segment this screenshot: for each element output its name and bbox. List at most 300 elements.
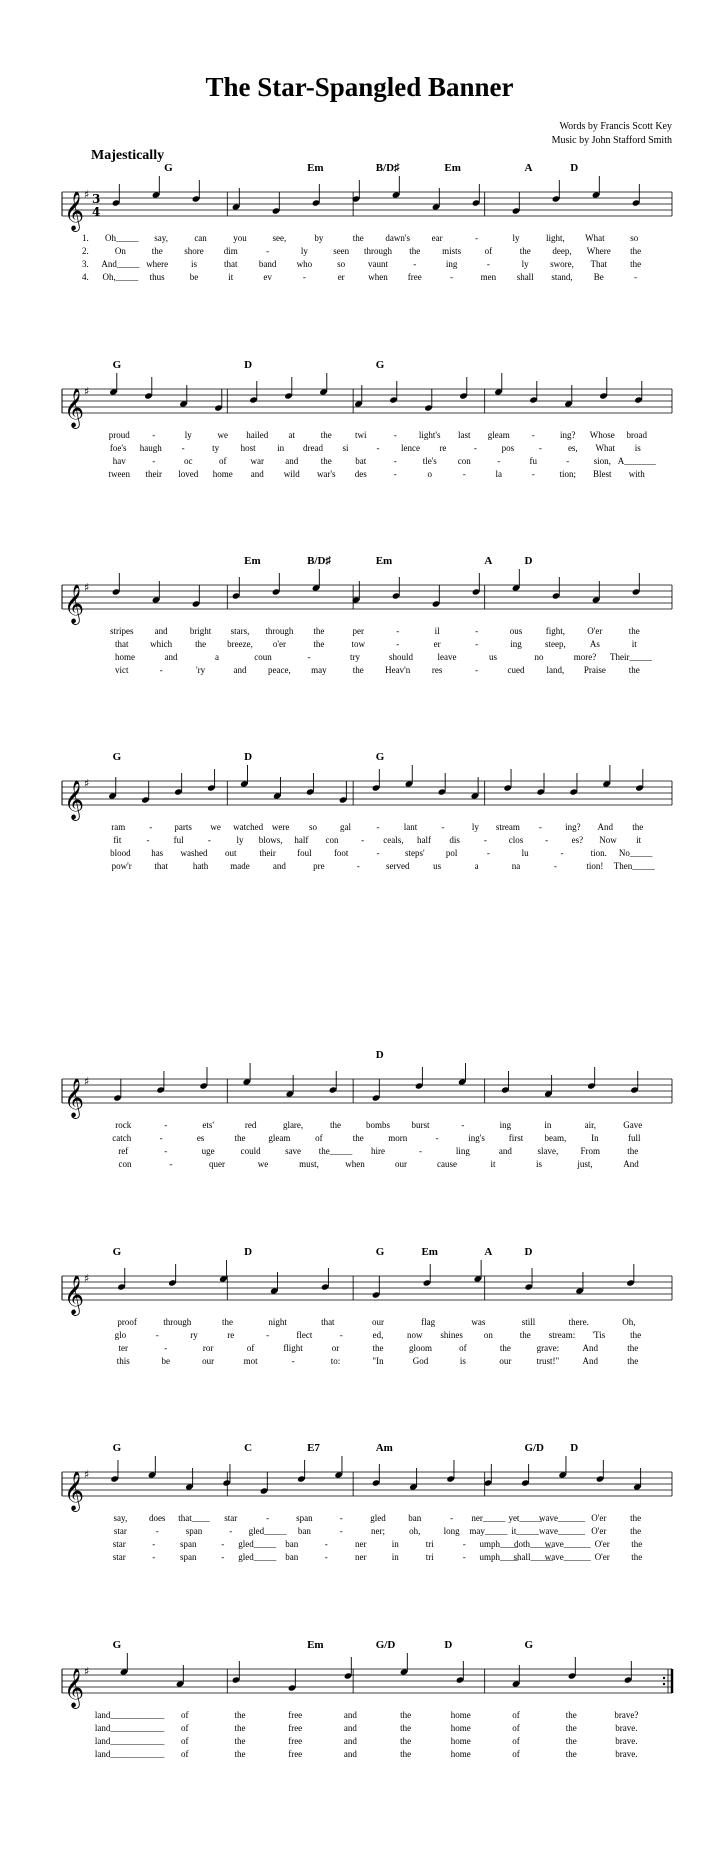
- lyric-syllable: ban: [285, 1539, 299, 1549]
- lyric-syllable: lu: [521, 848, 529, 858]
- lyric-syllable: is: [459, 1356, 466, 1366]
- lyric-syllable: dread: [303, 443, 324, 453]
- lyric-syllable: the_____: [318, 1146, 353, 1156]
- lyric-syllable: Oh,_____: [102, 272, 139, 282]
- lyric-syllable: when: [368, 272, 388, 282]
- chord-symbol: Em: [307, 162, 324, 174]
- lyric-syllable: the: [519, 246, 531, 256]
- lyric-syllable: of: [246, 1343, 255, 1353]
- lyric-syllable: the: [234, 1133, 246, 1143]
- lyric-syllable: and: [498, 1146, 512, 1156]
- lyric-syllable: gal: [340, 822, 352, 832]
- lyric-syllable: light,: [546, 233, 565, 243]
- lyric-syllable: tri: [425, 1552, 434, 1562]
- lyric-syllable: brave.: [615, 1723, 638, 1733]
- lyric-syllable: ling: [455, 1146, 470, 1156]
- lyric-syllable: free: [288, 1723, 303, 1733]
- lyric-syllable: that: [114, 639, 129, 649]
- lyric-syllable: this: [116, 1356, 130, 1366]
- lyric-syllable: their: [259, 848, 276, 858]
- chord-symbol: G: [375, 359, 385, 371]
- key-signature-sharp-icon: ♯: [84, 1075, 90, 1088]
- lyric-syllable: -: [361, 835, 365, 845]
- music-system: [0, 1442, 719, 1596]
- lyric-syllable: -: [149, 822, 153, 832]
- lyric-syllable: the: [313, 626, 325, 636]
- lyric-syllable: by: [314, 233, 324, 243]
- lyric-syllable: dawn's: [385, 233, 411, 243]
- chord-symbol: Em: [375, 555, 393, 567]
- lyric-syllable: er: [337, 272, 345, 282]
- music-system: [0, 555, 719, 709]
- treble-clef-icon: 𝄞: [64, 191, 85, 231]
- lyric-syllable: -: [376, 822, 380, 832]
- chord-symbol: G: [112, 1246, 122, 1258]
- lyric-syllable: home: [450, 1736, 471, 1746]
- lyric-syllable: -: [356, 861, 360, 871]
- chord-symbol: A: [484, 1246, 493, 1258]
- lyric-syllable: gled_____: [248, 1526, 287, 1536]
- lyric-syllable: say,: [113, 1513, 128, 1523]
- lyric-syllable: wave______: [544, 1539, 591, 1549]
- lyric-syllable: A_______: [617, 456, 656, 466]
- lyric-syllable: tion;: [559, 469, 577, 479]
- lyric-syllable: and: [233, 665, 247, 675]
- lyric-syllable: us: [433, 861, 442, 871]
- lyric-syllable: the: [628, 665, 640, 675]
- lyric-syllable: re: [439, 443, 447, 453]
- lyric-syllable: In: [591, 1133, 599, 1143]
- lyric-syllable: cued: [507, 665, 525, 675]
- lyric-syllable: -: [475, 639, 479, 649]
- chord-symbol: D: [524, 1246, 533, 1258]
- lyric-syllable: From: [580, 1146, 601, 1156]
- chord-symbol: D: [244, 1246, 253, 1258]
- lyric-syllable: steps': [404, 848, 425, 858]
- lyric-syllable: it: [636, 835, 642, 845]
- lyric-syllable: blows,: [258, 835, 283, 845]
- lyric-syllable: through: [364, 246, 392, 256]
- lyric-syllable: ter: [118, 1343, 128, 1353]
- lyric-syllable: fu: [529, 456, 537, 466]
- lyric-syllable: first: [508, 1133, 524, 1143]
- lyric-syllable: -: [545, 835, 549, 845]
- lyric-syllable: Now: [599, 835, 617, 845]
- lyric-syllable: shines: [440, 1330, 463, 1340]
- lyric-syllable: -: [376, 848, 380, 858]
- lyric-syllable: so: [337, 259, 346, 269]
- lyric-syllable: Whose: [589, 430, 615, 440]
- lyric-syllable: -: [393, 456, 397, 466]
- lyric-syllable: -: [538, 443, 542, 453]
- lyric-syllable: stars,: [230, 626, 250, 636]
- lyric-syllable: the: [372, 1343, 384, 1353]
- lyric-syllable: lence: [400, 443, 420, 453]
- music-system: [0, 1246, 719, 1400]
- lyric-syllable: -: [324, 1552, 328, 1562]
- lyric-syllable: just,: [577, 1159, 593, 1169]
- key-signature-sharp-icon: ♯: [84, 581, 90, 594]
- lyric-syllable: grave:: [536, 1343, 560, 1353]
- lyric-syllable: -: [339, 1513, 343, 1523]
- lyric-syllable: la: [495, 469, 502, 479]
- lyric-syllable: ous: [509, 626, 523, 636]
- lyric-syllable: shore: [184, 246, 204, 256]
- lyric-syllable: seen: [333, 246, 350, 256]
- lyric-syllable: -: [396, 626, 400, 636]
- lyric-syllable: must,: [299, 1159, 319, 1169]
- lyric-syllable: -: [475, 626, 479, 636]
- lyric-syllable: in: [544, 1120, 552, 1130]
- lyric-syllable: in: [391, 1539, 399, 1549]
- lyric-syllable: -: [475, 233, 479, 243]
- lyric-syllable: -: [483, 835, 487, 845]
- lyric-syllable: band: [258, 259, 277, 269]
- lyric-syllable: the: [352, 1133, 364, 1143]
- lyric-syllable: of: [512, 1710, 520, 1720]
- lyric-syllable: and: [154, 626, 168, 636]
- lyric-syllable: -: [531, 469, 535, 479]
- lyric-syllable: and: [272, 861, 286, 871]
- lyric-syllable: when: [345, 1159, 365, 1169]
- lyric-syllable: steep,: [545, 639, 566, 649]
- lyric-syllable: coun: [254, 652, 272, 662]
- verse-number: 4.: [82, 272, 89, 282]
- lyric-syllable: ner: [355, 1539, 367, 1549]
- lyric-syllable: gloom: [408, 1343, 432, 1353]
- lyric-syllable: And: [623, 1159, 639, 1169]
- lyric-syllable: the: [565, 1710, 577, 1720]
- lyric-syllable: men: [480, 272, 497, 282]
- lyric-syllable: long: [443, 1526, 460, 1536]
- lyric-syllable: at: [288, 430, 295, 440]
- lyric-syllable: span: [185, 1526, 203, 1536]
- lyric-syllable: night: [268, 1317, 287, 1327]
- lyric-syllable: -: [413, 259, 417, 269]
- lyric-syllable: -: [221, 1552, 225, 1562]
- chord-symbol: E7: [307, 1442, 320, 1454]
- lyric-syllable: -: [634, 272, 638, 282]
- lyric-syllable: cause: [437, 1159, 457, 1169]
- lyric-syllable: Then_____: [613, 861, 655, 871]
- lyric-syllable: we: [210, 822, 221, 832]
- lyric-syllable: gled_____: [238, 1539, 277, 1549]
- lyric-syllable: O'er: [591, 1513, 607, 1523]
- lyric-syllable: star: [112, 1552, 126, 1562]
- lyric-syllable: fit: [113, 835, 122, 845]
- lyric-syllable: -: [566, 456, 570, 466]
- lyric-syllable: hath: [192, 861, 209, 871]
- lyric-syllable: the: [630, 1526, 642, 1536]
- lyric-syllable: home: [450, 1749, 471, 1759]
- lyric-syllable: And: [582, 1356, 599, 1366]
- lyric-syllable: be: [161, 1356, 170, 1366]
- lyric-syllable: -: [229, 1526, 233, 1536]
- lyric-syllable: -: [339, 1526, 343, 1536]
- lyric-syllable: re: [227, 1330, 235, 1340]
- lyric-syllable: of: [181, 1710, 189, 1720]
- lyric-syllable: sion,: [593, 456, 611, 466]
- lyric-syllable: and: [164, 652, 178, 662]
- lyric-syllable: -: [307, 652, 311, 662]
- lyric-syllable: ing?: [560, 430, 576, 440]
- lyric-syllable: that: [154, 861, 168, 871]
- lyric-syllable: stream: [495, 822, 520, 832]
- lyric-syllable: of: [512, 1736, 520, 1746]
- lyric-syllable: rock: [115, 1120, 132, 1130]
- chord-symbol: A: [524, 162, 533, 174]
- lyric-syllable: catch: [112, 1133, 132, 1143]
- lyric-syllable: free: [288, 1710, 303, 1720]
- lyric-syllable: -: [221, 1539, 225, 1549]
- lyric-syllable: foot: [333, 848, 349, 858]
- lyric-syllable: of: [459, 1343, 467, 1353]
- lyric-syllable: the: [565, 1736, 577, 1746]
- verse-number: 1.: [82, 233, 89, 243]
- lyric-syllable: No_____: [618, 848, 653, 858]
- lyric-syllable: -: [159, 665, 163, 675]
- lyric-syllable: the: [400, 1710, 412, 1720]
- lyric-syllable: brave.: [615, 1736, 638, 1746]
- lyric-syllable: the: [630, 1330, 642, 1340]
- lyric-syllable: ing: [510, 639, 522, 649]
- lyric-syllable: O'er: [591, 1526, 607, 1536]
- staff: [0, 363, 719, 428]
- chord-symbol: Em: [421, 1246, 438, 1258]
- lyric-syllable: foul: [297, 848, 312, 858]
- lyric-syllable: no: [534, 652, 544, 662]
- lyric-syllable: clos: [508, 835, 524, 845]
- lyric-syllable: -: [486, 259, 490, 269]
- lyric-syllable: vaunt: [368, 259, 388, 269]
- lyric-syllable: that: [224, 259, 238, 269]
- lyric-syllable: may_____: [469, 1526, 508, 1536]
- lyric-syllable: ner: [355, 1552, 367, 1562]
- lyric-syllable: span: [296, 1513, 313, 1523]
- lyric-syllable: star: [224, 1513, 238, 1523]
- lyric-syllable: er: [433, 639, 441, 649]
- lyric-syllable: our: [395, 1159, 407, 1169]
- lyric-syllable: mot: [243, 1356, 258, 1366]
- lyric-syllable: star: [112, 1539, 126, 1549]
- lyric-syllable: proof: [117, 1317, 137, 1327]
- tempo-marking: Majestically: [91, 148, 165, 163]
- lyric-syllable: tri: [425, 1539, 434, 1549]
- lyric-syllable: loved: [178, 469, 199, 479]
- lyric-syllable: ly: [300, 246, 308, 256]
- lyric-syllable: -: [266, 246, 270, 256]
- lyric-syllable: con: [118, 1159, 132, 1169]
- lyric-syllable: still: [521, 1317, 536, 1327]
- lyric-syllable: tion.: [590, 848, 607, 858]
- chord-symbol: A: [484, 555, 493, 567]
- repeat-dot: [663, 1683, 665, 1685]
- lyric-syllable: flight: [283, 1343, 303, 1353]
- lyric-syllable: wave______: [544, 1552, 591, 1562]
- lyric-syllable: -: [266, 1330, 270, 1340]
- lyric-syllable: ly: [471, 822, 479, 832]
- lyric-syllable: na: [511, 861, 521, 871]
- lyric-syllable: the: [195, 639, 207, 649]
- lyric-syllable: ed,: [372, 1330, 384, 1340]
- music-system: [0, 162, 719, 316]
- lyric-syllable: -: [450, 1513, 454, 1523]
- lyric-syllable: it_____: [511, 1526, 539, 1536]
- lyric-syllable: bright: [189, 626, 212, 636]
- chord-symbol: G: [164, 162, 173, 174]
- lyric-syllable: out: [225, 848, 237, 858]
- lyric-syllable: their: [145, 469, 162, 479]
- lyric-syllable: -: [538, 822, 542, 832]
- lyric-syllable: gleam: [487, 430, 510, 440]
- lyric-syllable: breeze,: [227, 639, 253, 649]
- lyric-syllable: the: [627, 1356, 639, 1366]
- lyric-syllable: -: [461, 1120, 465, 1130]
- lyric-syllable: con: [457, 456, 471, 466]
- lyric-syllable: pre: [313, 861, 325, 871]
- lyric-syllable: Heav'n: [385, 665, 411, 675]
- lyric-syllable: of: [315, 1133, 323, 1143]
- lyric-syllable: free: [407, 272, 422, 282]
- lyric-syllable: ty: [212, 443, 220, 453]
- lyric-syllable: wave______: [539, 1526, 585, 1536]
- lyric-syllable: is: [190, 259, 198, 269]
- lyric-syllable: was: [471, 1317, 486, 1327]
- lyric-syllable: more?: [573, 652, 597, 662]
- lyric-syllable: home: [450, 1710, 471, 1720]
- lyric-syllable: ry: [190, 1330, 198, 1340]
- lyric-syllable: -: [418, 1146, 422, 1156]
- lyric-syllable: which: [150, 639, 173, 649]
- lyric-syllable: Gave: [623, 1120, 643, 1130]
- lyric-syllable: -: [324, 1539, 328, 1549]
- lyric-syllable: ev: [263, 272, 272, 282]
- lyric-syllable: -: [486, 848, 490, 858]
- lyric-syllable: twi: [354, 430, 367, 440]
- lyric-syllable: o'er: [272, 639, 286, 649]
- lyric-syllable: des: [354, 469, 367, 479]
- lyric-syllable: ror: [202, 1343, 214, 1353]
- lyric-syllable: -: [441, 822, 445, 832]
- chord-symbol: D: [444, 1639, 453, 1651]
- lyric-syllable: the: [409, 246, 421, 256]
- lyric-syllable: doth_____: [513, 1539, 553, 1549]
- key-signature-sharp-icon: ♯: [84, 1665, 90, 1678]
- lyric-syllable: through: [265, 626, 294, 636]
- lyric-syllable: the: [519, 1330, 531, 1340]
- key-signature-sharp-icon: ♯: [84, 777, 90, 790]
- lyric-syllable: the: [221, 1317, 233, 1327]
- lyric-syllable: the: [630, 259, 642, 269]
- lyric-syllable: of: [181, 1736, 189, 1746]
- lyric-syllable: the: [330, 1120, 342, 1130]
- lyric-syllable: a: [474, 861, 479, 871]
- lyric-syllable: the: [565, 1749, 577, 1759]
- lyric-syllable: -: [169, 1159, 173, 1169]
- lyric-syllable: land,: [546, 665, 565, 675]
- lyric-syllable: wave______: [539, 1513, 585, 1523]
- lyric-syllable: brave.: [615, 1749, 638, 1759]
- lyric-syllable: 'ry: [196, 665, 206, 675]
- lyric-syllable: si: [342, 443, 349, 453]
- chord-symbol: D: [375, 1049, 384, 1061]
- lyric-syllable: our: [372, 1317, 384, 1327]
- lyric-syllable: the: [627, 1343, 639, 1353]
- staff: [0, 166, 719, 231]
- lyric-syllable: through: [163, 1317, 192, 1327]
- lyric-syllable: the: [628, 626, 640, 636]
- lyric-syllable: con: [325, 835, 339, 845]
- lyric-syllable: What: [595, 443, 616, 453]
- credits: [552, 120, 672, 148]
- lyric-syllable: res: [431, 665, 443, 675]
- lyric-syllable: il: [434, 626, 440, 636]
- lyric-syllable: there.: [568, 1317, 589, 1327]
- lyric-syllable: so: [309, 822, 318, 832]
- lyric-syllable: the: [352, 665, 364, 675]
- lyric-syllable: land____________: [94, 1723, 165, 1733]
- lyric-syllable: per: [352, 626, 365, 636]
- lyric-syllable: -: [462, 469, 466, 479]
- treble-clef-icon: 𝄞: [64, 584, 85, 624]
- chord-symbol: G: [375, 751, 385, 763]
- time-signature-bottom: 4: [92, 205, 101, 219]
- lyric-syllable: now: [407, 1330, 423, 1340]
- lyric-syllable: o: [427, 469, 432, 479]
- chord-symbol: G: [112, 751, 122, 763]
- music-system: [0, 751, 719, 905]
- lyric-syllable: -: [164, 1120, 168, 1130]
- lyric-syllable: the: [565, 1723, 577, 1733]
- lyric-syllable: stream:: [548, 1330, 576, 1340]
- lyric-syllable: a: [215, 652, 219, 662]
- lyric-syllable: red: [244, 1120, 257, 1130]
- lyric-syllable: stand,: [551, 272, 573, 282]
- lyric-syllable: glare,: [282, 1120, 304, 1130]
- lyric-syllable: -: [146, 835, 150, 845]
- repeat-dot: [663, 1677, 665, 1679]
- lyric-syllable: ner_____: [471, 1513, 506, 1523]
- music-system: [0, 1639, 719, 1793]
- lyric-syllable: does: [148, 1513, 166, 1523]
- lyric-syllable: es: [196, 1133, 205, 1143]
- treble-clef-icon: 𝄞: [64, 1668, 85, 1708]
- lyric-syllable: the: [320, 456, 332, 466]
- treble-clef-icon: 𝄞: [64, 1078, 85, 1118]
- lyric-syllable: half: [294, 835, 309, 845]
- lyric-syllable: vict: [114, 665, 129, 675]
- lyric-syllable: -: [181, 443, 185, 453]
- lyric-syllable: -: [302, 272, 306, 282]
- lyric-syllable: -: [497, 456, 501, 466]
- lyric-syllable: and: [285, 456, 299, 466]
- lyric-syllable: served: [385, 861, 410, 871]
- lyric-syllable: dis: [449, 835, 460, 845]
- key-signature-sharp-icon: ♯: [84, 1468, 90, 1481]
- chord-symbol: D: [244, 751, 253, 763]
- lyric-syllable: leave: [437, 652, 457, 662]
- lyric-syllable: yet_____: [508, 1513, 542, 1523]
- lyric-syllable: hav: [112, 456, 126, 466]
- lyric-syllable: home: [115, 652, 135, 662]
- lyric-syllable: hailed: [246, 430, 269, 440]
- lyric-syllable: O'er: [587, 626, 603, 636]
- chord-symbol: G: [112, 1639, 122, 1651]
- song-title: The Star-Spangled Banner: [205, 72, 514, 102]
- lyric-syllable: flect: [296, 1330, 313, 1340]
- lyric-syllable: -: [393, 430, 397, 440]
- lyric-syllable: of: [512, 1723, 520, 1733]
